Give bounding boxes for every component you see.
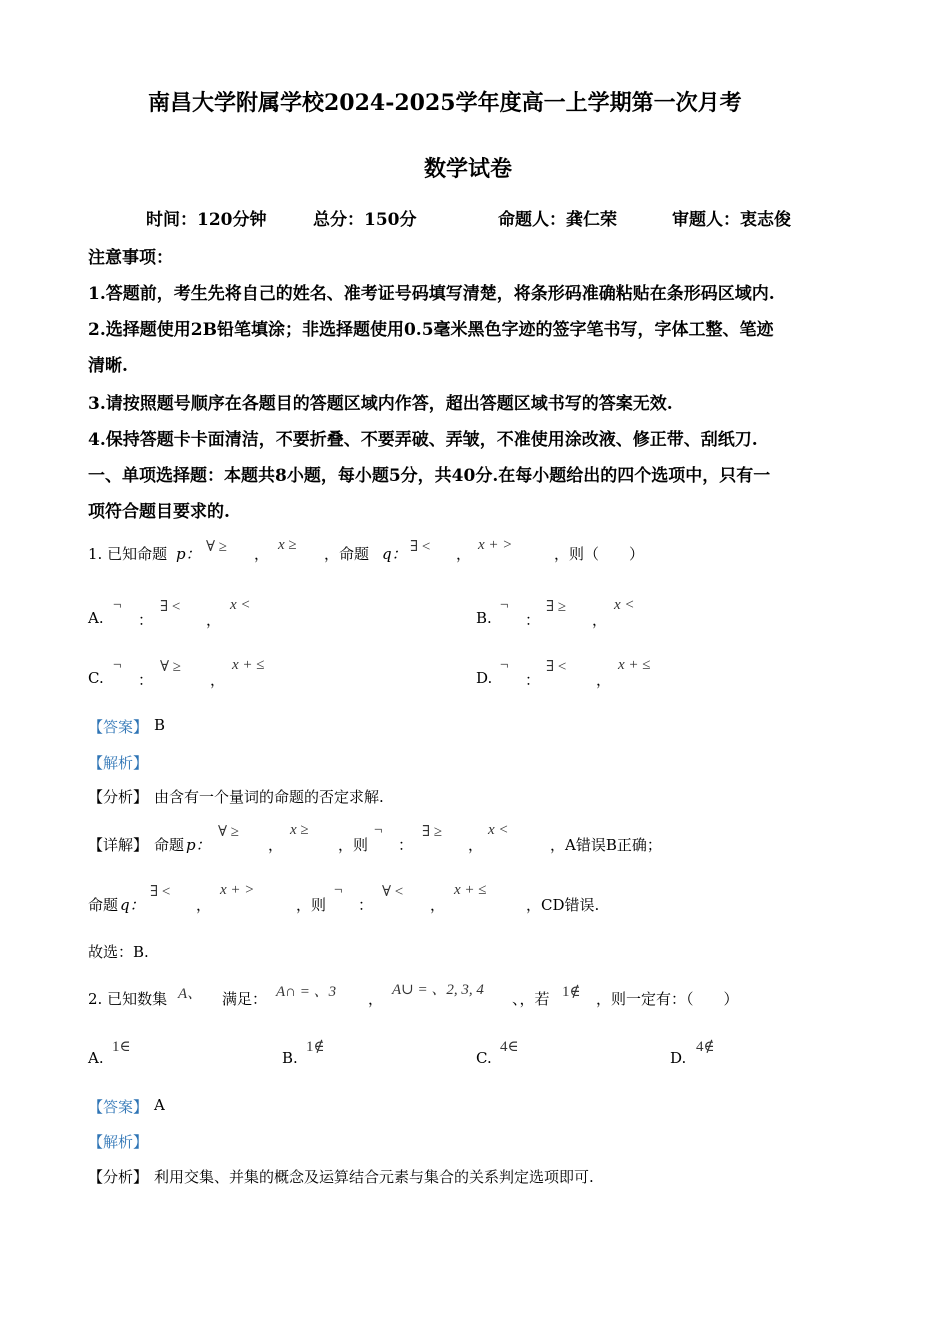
option-colon: ：: [138, 611, 154, 629]
q1-detail-p-label: p：: [186, 836, 211, 854]
q1-q-label: q：: [382, 545, 407, 563]
option-math-2: x <: [614, 597, 635, 613]
neg-symbol: ¬: [113, 597, 122, 613]
option-label: C.: [88, 669, 104, 687]
q2-math-2: A∩ = 、3: [276, 984, 337, 1000]
q2-math-1: A、: [178, 986, 203, 1002]
note-2-cont: 清晰.: [88, 356, 128, 376]
note-3: 3.请按照题号顺序在各题目的答题区域内作答，超出答题区域书写的答案无效.: [88, 394, 673, 414]
option-math-1: ∃ ≥: [546, 599, 567, 615]
option-expr: 4∉: [696, 1039, 715, 1055]
option-expr: 1∉: [306, 1039, 325, 1055]
q2-answer-tag: 【答案】: [88, 1098, 149, 1116]
q1-detail2-q-label: q：: [120, 896, 145, 914]
q1-detail-math-4: x <: [488, 822, 509, 838]
q1-detail2-neg: ¬: [334, 882, 343, 898]
q1-stem-mid: ，命题: [324, 545, 370, 563]
q1-detail2-start: 命题: [88, 896, 119, 914]
q1-detail2-then: ，则: [296, 896, 327, 914]
q1-detail2-math-1: ∃ <: [150, 884, 171, 900]
option-colon: ：: [525, 611, 541, 629]
q1-detail-math-3: ∃ ≥: [422, 824, 443, 840]
q1-detail2-colon: ：: [358, 896, 374, 914]
option-math-1: ∃ <: [546, 659, 567, 675]
q1-comma-2: ，: [456, 545, 472, 563]
q2-comma-1: ，: [368, 990, 384, 1008]
exam-score: 总分：150分: [313, 210, 417, 230]
q1-detail-colon: ：: [398, 836, 414, 854]
option-math-1: ∃ <: [160, 599, 181, 615]
neg-symbol: ¬: [500, 657, 509, 673]
q1-detail2-math-3: ∀ <: [382, 884, 404, 900]
option-label: B.: [282, 1049, 298, 1067]
option-colon: ：: [525, 671, 541, 689]
q1-math-4: x + >: [478, 537, 513, 553]
q1-detail-comma-1: ，: [268, 836, 284, 854]
exam-title: 南昌大学附属学校2024-2025学年度高一上学期第一次月考: [148, 90, 742, 116]
option-label: A.: [88, 609, 104, 627]
q1-fenxi: 由含有一个量词的命题的否定求解.: [154, 788, 384, 806]
option-math-2: x <: [230, 597, 251, 613]
q1-detail2-math-2: x + >: [220, 882, 255, 898]
option-label: C.: [476, 1049, 492, 1067]
exam-reviewer: 审题人：衷志俊: [672, 210, 791, 230]
q1-detail2-comma-3: ，: [430, 896, 446, 914]
q1-answer-tag: 【答案】: [88, 718, 149, 736]
option-colon: ：: [138, 671, 154, 689]
note-1: 1.答题前，考生先将自己的姓名、准考证号码填写清楚，将条形码准确粘贴在条形码区域内.: [88, 284, 775, 304]
option-math-1: ∀ ≥: [160, 659, 182, 675]
option-label: D.: [476, 669, 493, 687]
note-4: 4.保持答题卡卡面清洁，不要折叠、不要弄破、弄皱，不准使用涂改液、修正带、刮纸刀.: [88, 430, 758, 450]
q1-detail2-end: ，CD错误.: [526, 896, 600, 914]
option-comma: ，: [210, 671, 226, 689]
q2-fenxi: 利用交集、并集的概念及运算结合元素与集合的关系判定选项即可.: [154, 1168, 594, 1186]
q1-math-2: x ≥: [278, 537, 297, 553]
option-label: B.: [476, 609, 492, 627]
q1-detail-end: ，A错误B正确；: [550, 836, 662, 854]
option-expr: 4∈: [500, 1039, 519, 1055]
option-math-2: x + ≤: [618, 657, 651, 673]
q1-detail-neg: ¬: [374, 822, 383, 838]
option-expr: 1∈: [112, 1039, 131, 1055]
q2-stem-start: 2. 已知数集: [88, 990, 168, 1008]
notes-heading: 注意事项：: [88, 248, 173, 268]
option-comma: ，: [206, 611, 222, 629]
neg-symbol: ¬: [500, 597, 509, 613]
neg-symbol: ¬: [113, 657, 122, 673]
section-heading: 一、单项选择题：本题共8小题，每小题5分，共40分.在每小题给出的四个选项中，只有一: [88, 466, 771, 486]
q1-detail2-math-4: x + ≤: [454, 882, 487, 898]
q1-analysis-tag: 【解析】: [88, 754, 149, 772]
q1-math-3: ∃ <: [410, 539, 431, 555]
q1-detail-comma-3: ，: [468, 836, 484, 854]
q1-detail-start: 命题: [154, 836, 185, 854]
exam-author: 命题人：龚仁荣: [498, 210, 617, 230]
option-comma: ，: [592, 611, 608, 629]
q2-answer: A: [154, 1096, 165, 1114]
q1-p-label: p：: [176, 545, 201, 563]
q2-math-3: A∪ = 、2, 3, 4: [392, 982, 484, 998]
section-heading-cont: 项符合题目要求的.: [88, 502, 230, 522]
option-comma: ，: [596, 671, 612, 689]
option-label: A.: [88, 1049, 104, 1067]
q1-fenxi-tag: 【分析】: [88, 788, 149, 806]
q2-stem-end: ，则一定有：（ ）: [596, 990, 739, 1008]
q1-detail-math-2: x ≥: [290, 822, 309, 838]
q1-detail-then: ，则: [338, 836, 369, 854]
q1-stem-end: ，则（ ）: [554, 545, 645, 563]
q2-analysis-tag: 【解析】: [88, 1133, 149, 1151]
exam-subtitle: 数学试卷: [424, 156, 513, 182]
q2-stem-mid: 满足：: [222, 990, 268, 1008]
q1-conclusion: 故选：B.: [88, 943, 149, 961]
q1-math-1: ∀ ≥: [206, 539, 228, 555]
exam-time: 时间：120分钟: [146, 210, 267, 230]
q2-math-4: 1∉: [562, 984, 581, 1000]
q1-detail2-comma-1: ，: [196, 896, 212, 914]
q1-detail-math-1: ∀ ≥: [218, 824, 240, 840]
q1-comma-1: ，: [254, 545, 270, 563]
option-math-2: x + ≤: [232, 657, 265, 673]
note-2: 2.选择题使用2B铅笔填涂；非选择题使用0.5毫米黑色字迹的签字笔书写，字体工整、笔迹: [88, 320, 774, 340]
q1-detail-tag: 【详解】: [88, 836, 149, 854]
option-label: D.: [670, 1049, 687, 1067]
q1-stem-start: 1. 已知命题: [88, 545, 168, 563]
q2-comma-2: 、，若: [512, 990, 550, 1008]
q2-fenxi-tag: 【分析】: [88, 1168, 149, 1186]
q1-answer: B: [154, 716, 166, 734]
